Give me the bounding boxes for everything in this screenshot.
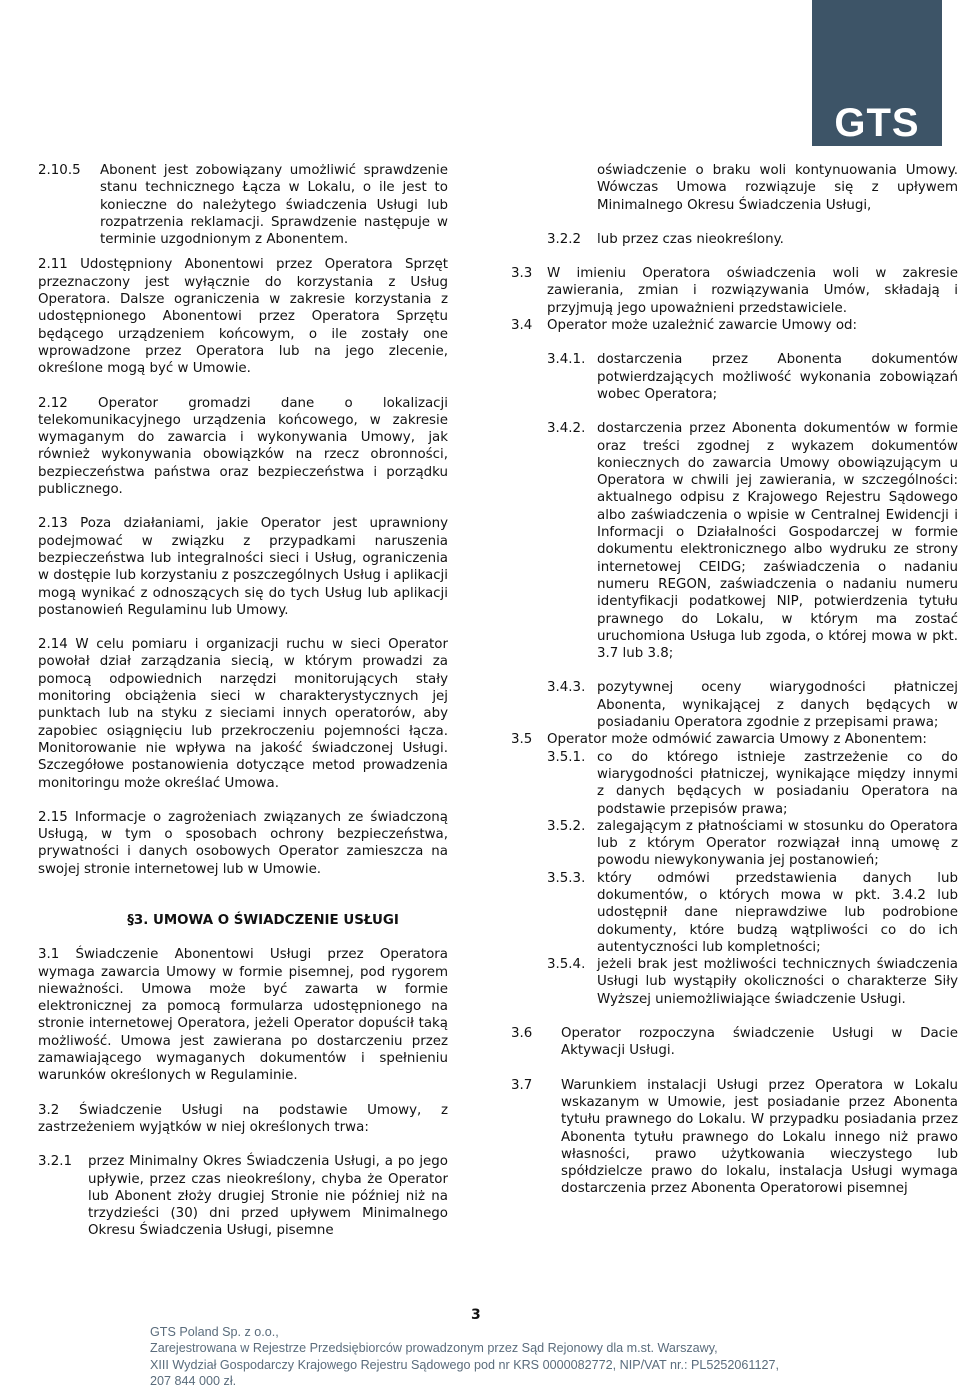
clause-text: Operator może uzależnić zawarcie Umowy od:: [547, 318, 858, 334]
company-footer: [150, 1324, 779, 1389]
clause-text: Operator rozpoczyna świadczenie Usługi w Dacie Aktywacji Usługi.: [561, 1026, 958, 1059]
clause-text: przez Minimalny Okres Świadczenia Usługi, a po jego upływie, przez czas nieokreślony, chyba że Operator lub Abonent złoży drugiej Stronie nie później niż na trzydzieści (30) dni przed upływem Minimalnego Okresu Świadczenia Usługi, pisemne: [88, 1154, 448, 1239]
clause-number: 3.3: [511, 266, 533, 282]
clause-number: 3.4.3.: [547, 680, 586, 696]
clause-number: 3.5: [511, 732, 533, 748]
clause-text: Abonent jest zobowiązany umożliwić sprawdzenie stanu technicznego Łącza w Lokalu, o ile jest to konieczne do należytego świadczenia Usługi lub rozpatrzenia reklamacji. Sprawdzenie następuje w terminie uzgodnionym z Abonentem.: [100, 163, 448, 248]
clause-number: 2.12: [38, 395, 68, 411]
clause-text: lub przez czas nieokreślony.: [597, 231, 784, 247]
clause-number: 3.5.2.: [547, 818, 586, 834]
clause-text: Operator gromadzi dane o lokalizacji telekomunikacyjnego urządzenia końcowego, w zakresie wymaganym do zawarcia i wykonywania Umowy, jak również wykonywania obowiązków na rzecz obronności, bezpieczeństwa państwa oraz bezpieczeństwa i porządku publicznego.: [38, 395, 448, 498]
clause-text: dostarczenia przez Abonenta dokumentów w formie oraz treści zgodnej z wykazem dokumentów koniecznych do zawarcia Umowy obowiązującym u Operatora w chwili jej zawierania, w szczególności: aktualnego odpisu z Krajowego Rejestru Sądowego albo zaświadczenia o wpisie w Centralnej Ewidencji i Informacji o Działalności Gospodarczej w formie dokumentu elektronicznego albo wydruku ze strony internetowej CEIDG; zaświadczenia o nadaniu numeru REGON, zaświadczenia o nadaniu numeru identyfikacji podatkowej NIP, potwierdzenia tytułu prawnego do Lokalu, w którym ma zostać uruchomiona Usługa lub zgoda, o której mowa w pkt. 3.7 lub 3.8;: [597, 421, 958, 662]
clause-3-1: [38, 946, 448, 1084]
clause-3-4-1: [511, 351, 958, 403]
right-column: [511, 162, 958, 1198]
section-heading: §3. UMOWA O ŚWIADCZENIE USŁUGI: [127, 912, 399, 928]
clause-number: 3.5.1.: [547, 749, 586, 765]
clause-3-5-4: [511, 956, 958, 1008]
clause-number: 3.7: [511, 1077, 533, 1093]
clause-2-13: [38, 515, 448, 619]
logo-text: GTS: [834, 100, 920, 145]
clause-2-15: [38, 809, 448, 878]
clause-3-6: [511, 1025, 958, 1060]
clause-number: 2.14: [38, 637, 68, 653]
footer-line: GTS Poland Sp. z o.o.,: [150, 1325, 279, 1339]
clause-3-3: [511, 265, 958, 317]
clause-number: 2.15: [38, 809, 68, 825]
clause-number: 3.5.3.: [547, 870, 586, 886]
clause-3-5: [511, 731, 958, 748]
clause-2-14: [38, 636, 448, 792]
clause-number: 3.4: [511, 318, 533, 334]
clause-number: 2.10.5: [38, 163, 81, 178]
clause-number: 3.2: [38, 1102, 60, 1118]
clause-number: 2.11: [38, 257, 68, 273]
clause-3-2: [38, 1102, 448, 1137]
clause-number: 3.5.4.: [547, 957, 586, 973]
clause-number: 3.4.2.: [547, 421, 586, 437]
clause-2-11: [38, 256, 448, 377]
clause-3-2-2: [511, 231, 958, 248]
clause-3-5-1: [511, 749, 958, 818]
clause-3-4-3: [511, 679, 958, 731]
clause-text: dostarczenia przez Abonenta dokumentów potwierdzających możliwość wykonania zobowiązań wobec Operatora;: [597, 352, 958, 402]
clause-text: W imieniu Operatora oświadczenia woli w zakresie zawierania, zmian i rozwiązywania Umów, składają i przyjmują jego upoważnieni przedstawiciele.: [547, 266, 958, 316]
clause-number: 3.4.1.: [547, 352, 586, 368]
clause-3-5-2: [511, 818, 958, 870]
clause-number: 3.1: [38, 947, 60, 963]
clause-text: pozytywnej oceny wiarygodności płatniczej Abonenta, wynikającej z danych będących w posiadaniu Operatora zgodnie z przepisami prawa;: [597, 680, 958, 731]
clause-3-4-2: [511, 420, 958, 662]
clause-text: Operator może odmówić zawarcia Umowy z Abonentem:: [547, 732, 927, 748]
clause-2-10-5: [38, 162, 448, 248]
clause-text: W celu pomiaru i organizacji ruchu w sieci Operator powołał dział zarządzania siecią, w którym prowadzi za pomocą odpowiednich narzędzi monitorujących stały monitoring obciążenia sieci w charakterystycznych jej punktach lub na styku z sieciami innych operatorów, aby zapobiec osiągnięciu lub przekroczeniu pojemności łącza. Monitorowanie nie wpływa na jakość świadczonej Usługi. Szczegółowe postanowienia dotyczące metod prowadzenia monitoringu może określać Umowa.: [38, 637, 449, 791]
clause-3-4: [511, 317, 958, 334]
clause-text: jeżeli brak jest możliwości technicznych świadczenia Usługi lub wystąpiły okoliczności o charakterze Siły Wyższej uniemożliwiające świadczenie Usługi.: [597, 957, 958, 1007]
clause-3-5-3: [511, 870, 958, 956]
clause-number: 3.2.2: [547, 231, 582, 247]
clause-text: co do którego istnieje zastrzeżenie co do wiarygodności płatniczej, wynikające między innymi z danych będących w posiadaniu Operatora na podstawie przepisów prawa;: [597, 749, 958, 817]
page-number: 3: [471, 1307, 481, 1323]
left-column: [38, 162, 448, 1240]
gts-logo: [812, 0, 942, 146]
clause-text: zalegającym z płatnościami w stosunku do Operatora lub z którym Operator rozwiązał inną umowę z powodu niewykonywania jej postanowień;: [597, 818, 958, 869]
clause-2-12: [38, 395, 448, 499]
clause-number: 2.13: [38, 516, 68, 532]
footer-line: 207 844 000 zł.: [150, 1373, 237, 1388]
clause-3-2-1-continued: oświadczenie o braku woli kontynuowania Umowy. Wówczas Umowa rozwiązuje się z upływem Minimalnego Okresu Świadczenia Usługi,: [597, 163, 958, 213]
clause-text: Poza działaniami, jakie Operator jest uprawniony podejmować w związku z przypadkami naruszenia bezpieczeństwa lub integralności sieci i Usług, ograniczenia w dostępie lub korzystaniu z poszczególnych Usług i aplikacji mogą wynikać z odnoszących się do tych Usług lub aplikacji postanowień Regulaminu lub Umowy.: [38, 516, 448, 618]
footer-line: XIII Wydział Gospodarczy Krajowego Rejestru Sądowego pod nr KRS 0000082772, NIP/VAT nr.: PL5252061127,: [150, 1357, 780, 1372]
clause-number: 3.2.1: [38, 1154, 73, 1170]
clause-3-2-1: [38, 1153, 448, 1239]
footer-line: Zarejestrowana w Rejestrze Przedsiębiorców prowadzonym przez Sąd Rejonowy dla m.st. Warszawy,: [150, 1341, 718, 1356]
clause-text: który odmówi przedstawienia danych lub dokumentów, o których mowa w pkt. 3.4.2 lub udostępnił dane nieprawdziwe lub podrobione dokumenty, które budzą wątpliwości co do ich autentyczności lub kompletności;: [597, 870, 958, 955]
clause-text: Informacje o zagrożeniach związanych ze świadczoną Usługą, w tym o sposobach ochrony bezpieczeństwa, prywatności i danych osobowych Operator zamieszcza na swojej stronie internetowej lub w Umowie.: [38, 809, 449, 877]
clause-text: Świadczenie Usługi na podstawie Umowy, z zastrzeżeniem wyjątków w niej określonych trwa:: [38, 1102, 448, 1135]
clause-3-7: [511, 1077, 958, 1198]
clause-text: Świadczenie Abonentowi Usługi przez Operatora wymaga zawarcia Umowy w formie pisemnej, pod rygorem nieważności. Umowa może być zawarta w formie elektronicznej za pomocą formularza udostępnionego na stronie internetowej Operatora, jeżeli Operator dopuścił taką możliwość. Umowa jest zawierana po dostarczeniu przez zamawiającego wymaganych dokumentów i spełnieniu warunków określonych w Regulaminie.: [38, 947, 448, 1084]
clause-number: 3.6: [511, 1026, 533, 1042]
clause-text: Warunkiem instalacji Usługi przez Operatora w Lokalu wskazanym w Umowie, jest posiadanie przez Abonenta tytułu prawnego do Lokalu. W przypadku posiadania przez Abonenta tytułu prawnego do Lokalu innego niż prawo własności, prawo użytkowania wieczystego lub spółdzielcze prawo do lokalu, instalacja Usługi wymaga dostarczenia przez Abonenta Operatorowi pisemnej: [561, 1077, 958, 1197]
clause-text: Udostępniony Abonentowi przez Operatora Sprzęt przeznaczony jest wyłącznie do korzystania z Usług Operatora. Dalsze ograniczenia w zakresie korzystania z udostępnionego Abonentowi przez Operatora Sprzętu będącego urządzeniem końcowym, o ile zostały one wprowadzone przez Operatora lub na jego zlecenie, określone mogą być w Umowie.: [38, 257, 448, 377]
